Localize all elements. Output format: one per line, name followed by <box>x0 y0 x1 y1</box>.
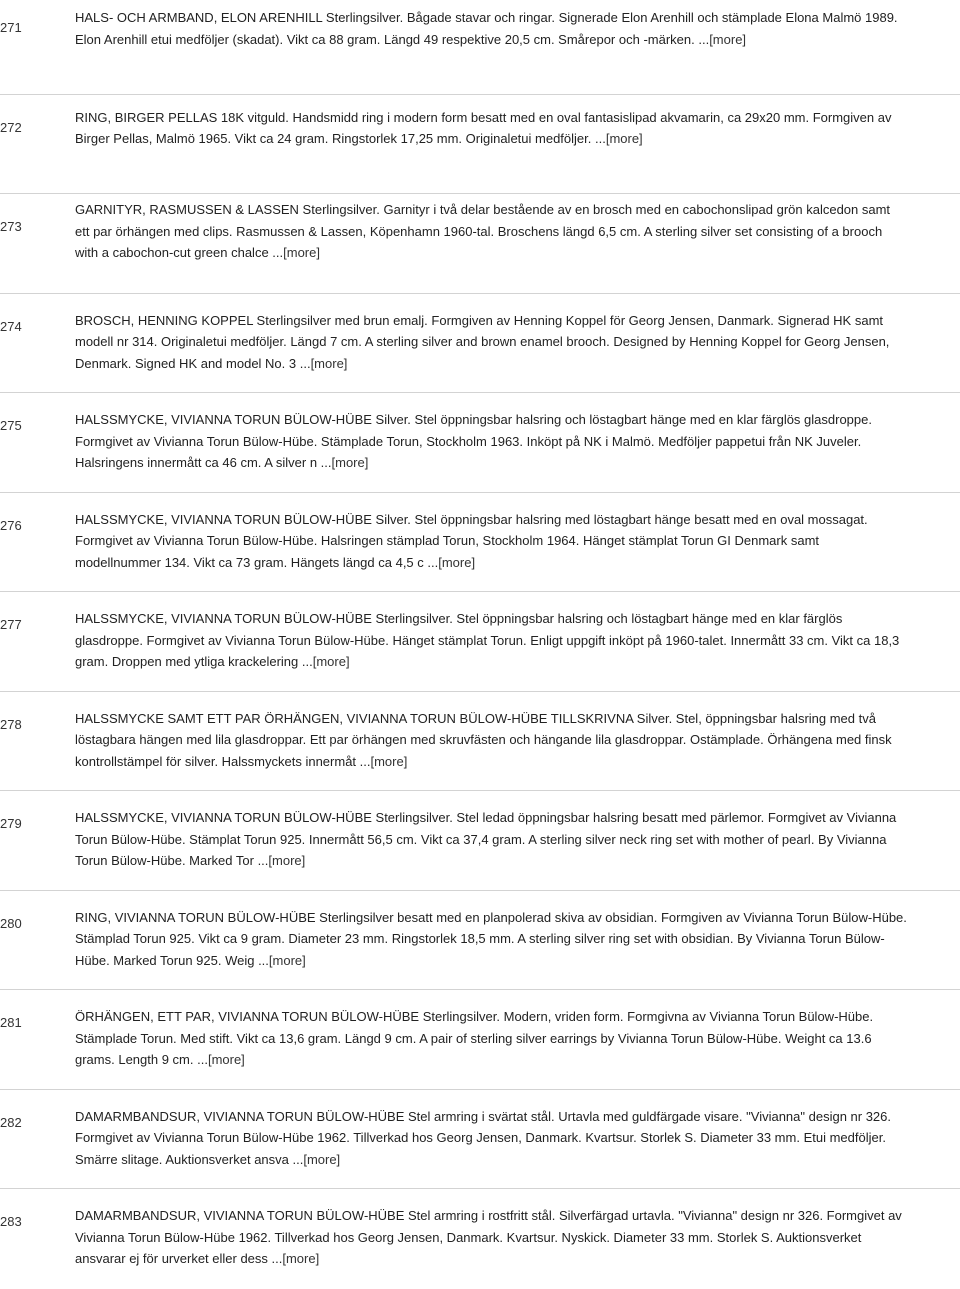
lot-number: 280 <box>0 915 22 931</box>
lot-description-text: HALSSMYCKE, VIVIANNA TORUN BÜLOW-HÜBE Silver. Stel öppningsbar halsring och löstagbart hänge med en klar färglös glasdroppe. Formgivet av Vivianna Torun Bülow-Hübe. Stämplade Torun, Stockholm 1963. Inköpt på NK i Malmö. Medföljer pappetui från NK Juveler. Halsringens innermått ca 46 cm. A silver n ... <box>75 412 872 470</box>
lot-row-283 <box>0 1189 960 1289</box>
lot-number: 272 <box>0 119 22 135</box>
more-link[interactable]: [more] <box>283 245 320 260</box>
more-link[interactable]: [more] <box>605 131 643 146</box>
lot-description <box>75 1006 907 1071</box>
lot-number: 275 <box>0 418 22 433</box>
lot-description-text: HALSSMYCKE, VIVIANNA TORUN BÜLOW-HÜBE Silver. Stel öppningsbar halsring med löstagbart hänge besatt med en oval mossagat. Formgivet av Vivianna Torun Bülow-Hübe. Halsringen stämplad Torun, Stockholm 1964. Hänget stämplat Torun GI Denmark samt modellnummer 134. Vikt ca 73 gram. Hängets längd ca 4,5 c ... <box>75 511 868 570</box>
lot-row-274 <box>0 294 960 394</box>
lot-row-280 <box>0 891 960 991</box>
lot-row-276 <box>0 493 960 593</box>
lot-number: 282 <box>0 1114 22 1130</box>
lot-description <box>75 907 907 972</box>
lot-number: 283 <box>0 1214 22 1229</box>
lot-description-text: HALSSMYCKE SAMT ETT PAR ÖRHÄNGEN, VIVIANNA TORUN BÜLOW-HÜBE TILLSKRIVNA Silver. Stel, öppningsbar halsring med två löstagbara hängen med lila glasdroppar. Ett par örhängen med skruvfästen och hängande lila glasdroppar. Ostämplade. Örhängena med finsk kontrollstämpel för silver. Halssmyckets innermåt ... <box>75 710 892 769</box>
more-link[interactable]: [more] <box>282 1251 320 1266</box>
lot-description-text: HALSSMYCKE, VIVIANNA TORUN BÜLOW-HÜBE Sterlingsilver. Stel öppningsbar halsring och löstagbart hänge med en klar färglös glasdroppe. Formgivet av Vivianna Torun Bülow-Hübe. Hänget stämplat Torun. Enligt uppgift inköpt på 1960-talet. Innermått 33 cm. Vikt ca 18,3 gram. Droppen med ytliga krackelering ... <box>75 611 900 669</box>
lot-number: 271 <box>0 20 22 35</box>
more-link[interactable]: [more] <box>331 455 369 470</box>
lot-description <box>75 1205 907 1270</box>
lot-row-273 <box>0 194 960 294</box>
lot-row-278 <box>0 692 960 792</box>
lot-description <box>75 509 907 574</box>
lot-number: 279 <box>0 816 22 831</box>
lot-description-text: BROSCH, HENNING KOPPEL Sterlingsilver med brun emalj. Formgiven av Henning Koppel för Georg Jensen, Danmark. Signerad HK samt modell nr 314. Originaletui medföljer. Längd 7 cm. A sterling silver and brown enamel brooch. Designed by Henning Koppel for Georg Jensen, Denmark. Signed HK and model No. 3 ... <box>75 312 890 371</box>
lot-row-279 <box>0 791 960 891</box>
lot-description-text: GARNITYR, RASMUSSEN & LASSEN Sterlingsilver. Garnityr i två delar bestående av en brosch med en cabochonslipad grön kalcedon samt ett par örhängen med clips. Rasmussen & Lassen, Köpenhamn 1960-tal. Broschens längd 6,5 cm. A sterling silver set consisting of a brooch with a cabochon-cut green chalce ... <box>75 202 891 260</box>
more-link[interactable]: [more] <box>310 355 348 371</box>
lot-number: 277 <box>0 617 22 632</box>
lot-description <box>75 807 907 872</box>
lot-row-272 <box>0 95 960 195</box>
more-link[interactable]: [more] <box>303 1151 341 1167</box>
more-link[interactable]: [more] <box>268 952 306 968</box>
more-link[interactable]: [more] <box>370 753 408 769</box>
lot-number: 276 <box>0 517 22 533</box>
lot-description-text: RING, VIVIANNA TORUN BÜLOW-HÜBE Sterlingsilver besatt med en planpolerad skiva av obsidian. Formgiven av Vivianna Torun Bülow-Hübe. Stämplad Torun 925. Vikt ca 9 gram. Diameter 23 mm. Ringstorlek 18,5 mm. A sterling silver ring set with obsidian. By Vivianna Torun Bülow-Hübe. Marked Torun 925. Weig ... <box>75 909 907 968</box>
lot-description <box>75 708 907 773</box>
lot-row-281 <box>0 990 960 1090</box>
lot-description-text: DAMARMBANDSUR, VIVIANNA TORUN BÜLOW-HÜBE Stel armring i svärtat stål. Urtavla med guldfärgade visare. "Vivianna" design nr 326. Formgivet av Vivianna Torun Bülow-Hübe 1962. Tillverkad hos Georg Jensen, Danmark. Kvartsur. Storlek S. Diameter 33 mm. Etui medföljer. Smärre slitage. Auktionsverket ansva ... <box>75 1108 892 1167</box>
more-link[interactable]: [more] <box>268 853 306 868</box>
lot-description <box>75 409 907 474</box>
lot-description <box>75 199 907 264</box>
lot-description-text: ÖRHÄNGEN, ETT PAR, VIVIANNA TORUN BÜLOW-HÜBE Sterlingsilver. Modern, vriden form. Formgivna av Vivianna Torun Bülow-Hübe. Stämplade Torun. Med stift. Vikt ca 13,6 gram. Längd 9 cm. A pair of sterling silver earrings by Vivianna Torun Bülow-Hübe. Weight ca 13.6 grams. Length 9 cm. ... <box>75 1009 874 1067</box>
lot-number: 273 <box>0 219 22 234</box>
lot-description <box>75 310 907 375</box>
lot-row-282 <box>0 1090 960 1190</box>
lot-number: 278 <box>0 716 22 732</box>
more-link[interactable]: [more] <box>312 654 350 669</box>
lot-number: 281 <box>0 1015 22 1030</box>
lot-description-text: RING, BIRGER PELLAS 18K vitguld. Handsmidd ring i modern form besatt med en oval fantasislipad akvamarin, ca 29x20 mm. Formgiven av Birger Pellas, Malmö 1965. Vikt ca 24 gram. Ringstorlek 17,25 mm. Originaletui medföljer. ... <box>75 109 892 146</box>
lot-description-text: DAMARMBANDSUR, VIVIANNA TORUN BÜLOW-HÜBE Stel armring i rostfritt stål. Silverfärgad urtavla. "Vivianna" design nr 326. Formgivet av Vivianna Torun Bülow-Hübe 1962. Tillverkad hos Georg Jensen, Danmark. Kvartsur. Nyskick. Diameter 33 mm. Storlek S. Auktionsverket ansvarar ej för urverket eller dess ... <box>75 1208 902 1266</box>
lot-description <box>75 7 907 50</box>
lot-row-277 <box>0 592 960 692</box>
lot-description <box>75 608 907 673</box>
more-link[interactable]: [more] <box>709 31 747 47</box>
more-link[interactable]: [more] <box>207 1052 245 1067</box>
lot-row-275 <box>0 393 960 493</box>
lot-description <box>75 107 907 150</box>
lot-description-text: HALSSMYCKE, VIVIANNA TORUN BÜLOW-HÜBE Sterlingsilver. Stel ledad öppningsbar halsring besatt med pärlemor. Formgivet av Vivianna Torun Bülow-Hübe. Stämplat Torun 925. Innermått 56,5 cm. Vikt ca 37,4 gram. A sterling silver neck ring set with mother of pearl. By Vivianna Torun Bülow-Hübe. Marked Tor ... <box>75 810 897 868</box>
lot-row-271 <box>0 0 960 95</box>
lot-description-text: HALS- OCH ARMBAND, ELON ARENHILL Sterlingsilver. Bågade stavar och ringar. Signerade Elon Arenhill och stämplade Elona Malmö 1989. Elon Arenhill etui medföljer (skadat). Vikt ca 88 gram. Längd 49 respektive 20,5 cm. Smårepor och -märken. ... <box>75 10 898 47</box>
more-link[interactable]: [more] <box>438 554 476 570</box>
lot-number: 274 <box>0 318 22 334</box>
lot-description <box>75 1106 907 1171</box>
